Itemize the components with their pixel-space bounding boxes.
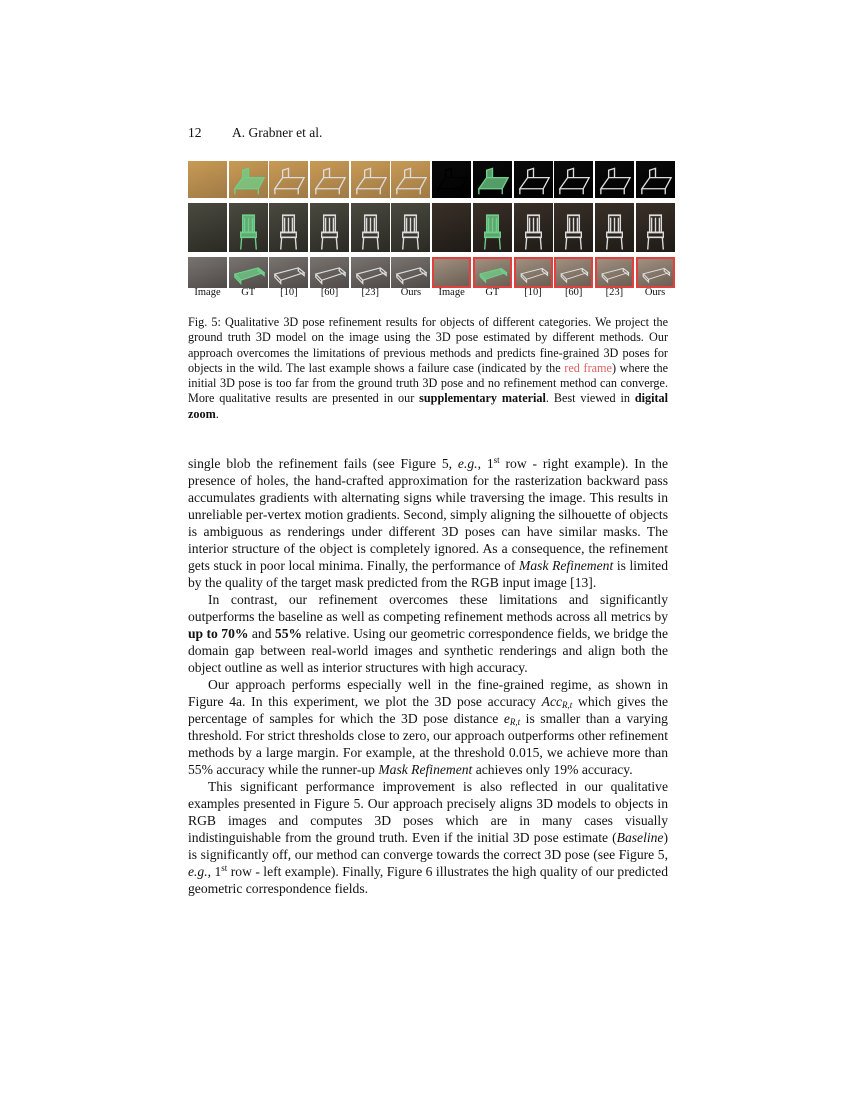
result-thumbnail <box>432 203 471 252</box>
column-label: [10] <box>524 287 542 298</box>
result-thumbnail <box>554 161 593 198</box>
result-thumbnail <box>514 161 553 198</box>
result-thumbnail <box>229 257 268 288</box>
figure-column-labels <box>188 287 675 298</box>
red-frame-text: red frame <box>564 360 612 375</box>
paragraph-4: This significant performance improvement is also reflected in our qualitative examples presented in Figure 5. Our approach precisely aligns 3D models to objects in RGB images and computes 3D poses which are in many cases visually indistinguishable from the ground truth. Even if the initial 3D pose estimate (Baseline) is significantly off, our method can converge towards the correct 3D pose (see Figure 5, e.g., 1st row - left example). Finally, Figure 6 illustrates the high quality of our predicted geometric correspondence fields. <box>188 779 668 896</box>
result-thumbnail <box>310 203 349 252</box>
page-number: 12 <box>188 125 202 140</box>
result-thumbnail <box>188 161 227 198</box>
column-label: [60] <box>564 287 583 298</box>
failure-thumbnail <box>514 257 553 288</box>
result-thumbnail <box>310 257 349 288</box>
column-label: GT <box>241 287 256 298</box>
result-thumbnail <box>473 161 512 198</box>
result-thumbnail <box>310 161 349 198</box>
result-thumbnail <box>554 203 593 252</box>
column-label: Ours <box>400 287 422 298</box>
result-thumbnail <box>473 203 512 252</box>
failure-thumbnail <box>432 257 471 288</box>
column-label: [10] <box>280 287 298 298</box>
result-thumbnail <box>269 257 308 288</box>
column-label: Image <box>438 287 465 298</box>
failure-thumbnail <box>554 257 593 288</box>
caption-label: Fig. 5: <box>188 315 221 329</box>
column-label: Image <box>194 287 221 298</box>
result-thumbnail <box>351 203 390 252</box>
result-thumbnail <box>351 257 390 288</box>
result-thumbnail <box>391 257 430 288</box>
result-thumbnail <box>595 161 634 198</box>
result-thumbnail <box>269 161 308 198</box>
result-thumbnail <box>269 203 308 252</box>
running-authors: A. Grabner et al. <box>232 125 323 140</box>
column-label: Ours <box>644 287 666 298</box>
result-thumbnail <box>188 257 227 288</box>
result-thumbnail <box>595 203 634 252</box>
result-thumbnail <box>229 161 268 198</box>
paragraph-2: In contrast, our refinement overcomes these limitations and significantly outperforms the baseline as well as competing refinement methods across all metrics by up to 70% and 55% relative. Using our geometric correspondence fields, we bridge the domain gap between real-world images and synthetic renderings and align both the object outline as well as interior structures with high accuracy. <box>188 592 668 675</box>
page-header <box>188 125 322 141</box>
result-thumbnail <box>229 203 268 252</box>
result-thumbnail <box>432 161 471 198</box>
result-thumbnail <box>188 203 227 252</box>
digital-zoom: digital zoom <box>188 391 668 421</box>
column-label: [23] <box>605 287 624 298</box>
result-thumbnail <box>636 161 675 198</box>
column-label: [60] <box>320 287 339 298</box>
result-thumbnail <box>636 203 675 252</box>
result-thumbnail <box>351 161 390 198</box>
result-thumbnail <box>391 161 430 198</box>
failure-thumbnail <box>473 257 512 288</box>
result-thumbnail <box>391 203 430 252</box>
figure-caption: Fig. 5: Qualitative 3D pose refinement results for objects of different categories. We project the ground truth 3D model on the image using the 3D pose estimated by different methods. Our approach overcomes the limitations of previous methods and predicts fine-grained 3D poses for objects in the wild. The last example shows a failure case (indicated by the red frame) where the initial 3D pose is too far from the ground truth 3D pose and no refinement method can converge. More qualitative results are presented in our supplementary material. Best viewed in digital zoom. <box>188 315 669 421</box>
column-label: GT <box>485 287 500 298</box>
body-text <box>188 455 668 897</box>
paragraph-1: single blob the refinement fails (see Figure 5, e.g., 1st row - right example). In the presence of holes, the hand-crafted approximation for the rasterization backward pass accumulates gradients with alternating signs while traversing the image. This results in unreliable per-vertex motion gradients. Second, simply aligning the silhouette of objects is ambiguous as renderings under different 3D poses can have similar masks. The interior structure of the object is completely ignored. As a consequence, the refinement gets stuck in poor local minima. Finally, the performance of Mask Refinement is limited by the quality of the target mask predicted from the RGB input image [13]. <box>188 455 668 590</box>
paragraph-3: Our approach performs especially well in the fine-grained regime, as shown in Figure 4a. In this experiment, we plot the 3D pose accuracy Acc$_{R,t}$ which gives the percentage of samples for which the 3D pose distance $e_{R,t}$ is smaller than a varying threshold. For strict thresholds close to zero, our approach outperforms other refinement methods by a large margin. For example, at the threshold 0.015, we achieve more than 55% accuracy while the runner-up Mask Refinement achieves only 19% accuracy. <box>188 677 669 777</box>
result-thumbnail <box>514 203 553 252</box>
failure-thumbnail <box>595 257 634 288</box>
qualitative-results-figure <box>188 161 675 288</box>
supplementary-material: supplementary material <box>419 391 546 406</box>
failure-thumbnail <box>636 257 675 288</box>
column-label: [23] <box>361 287 379 298</box>
